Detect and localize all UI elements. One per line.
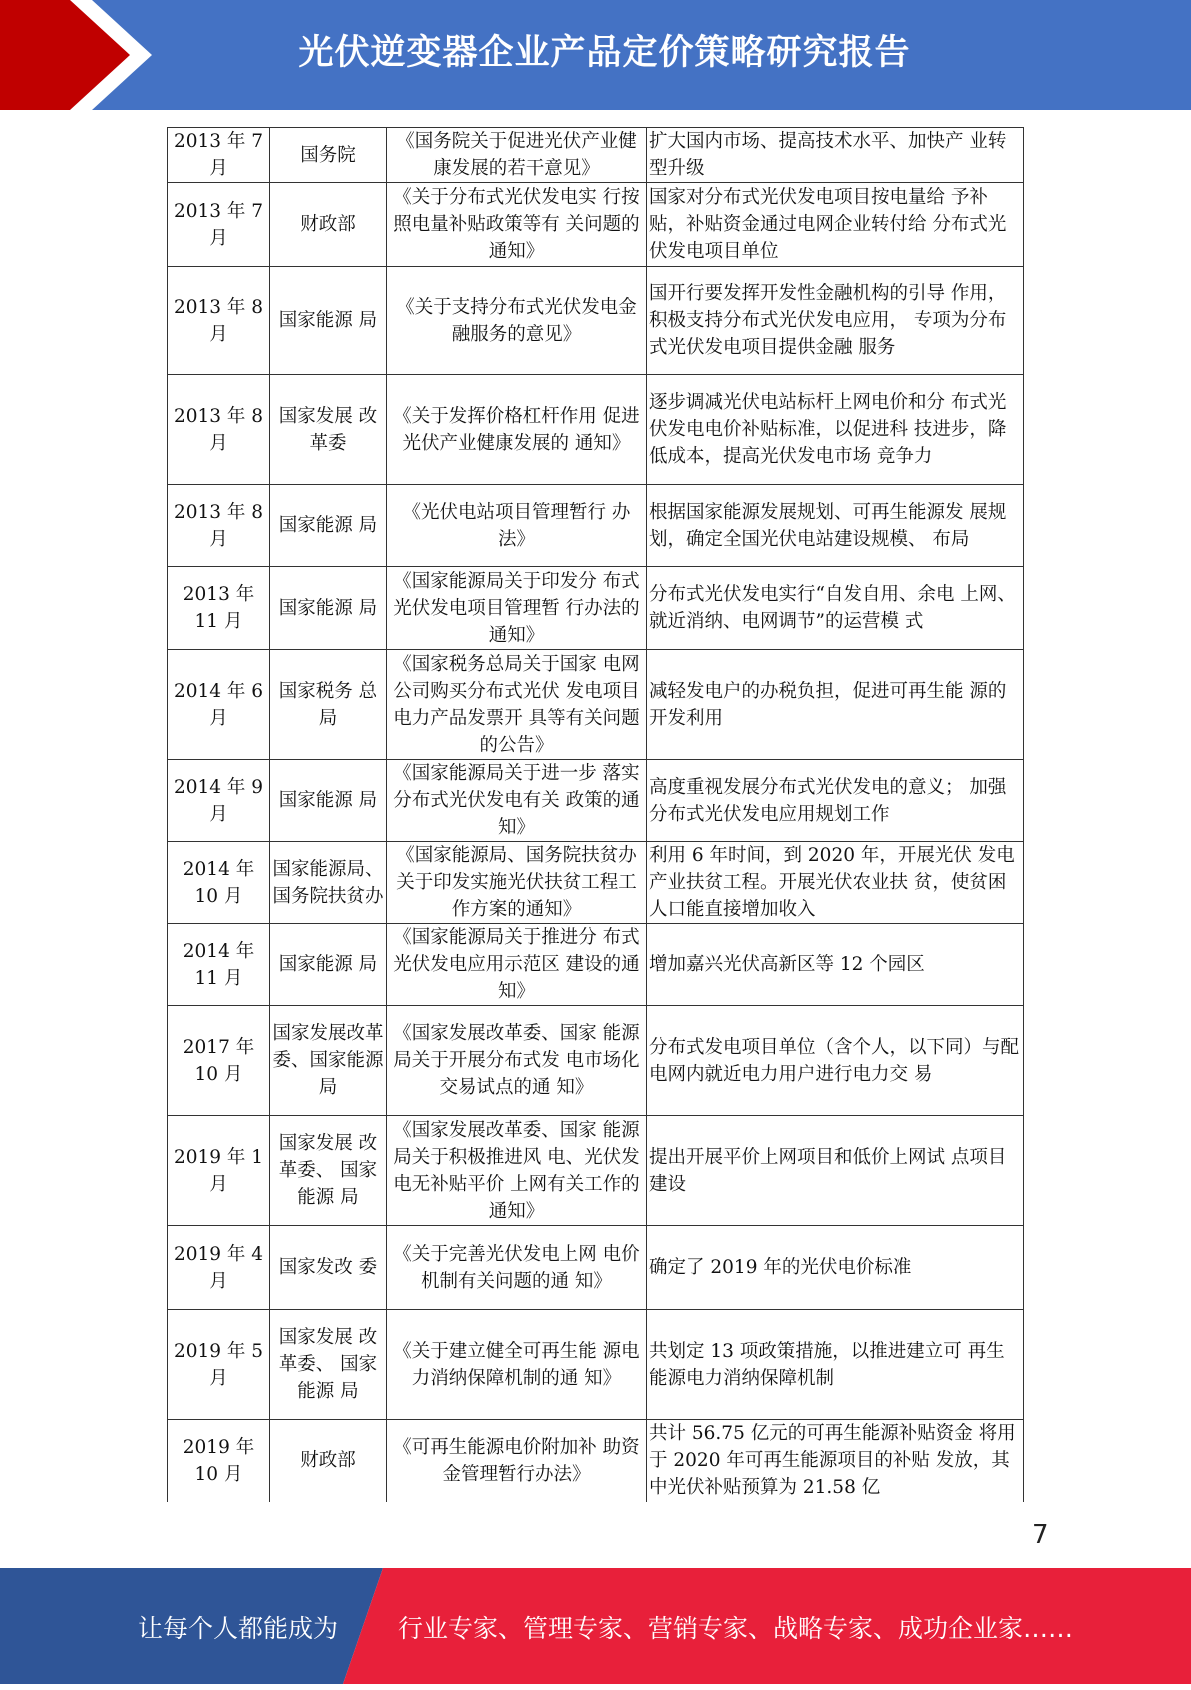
document-cell: 《国家发展改革委、国家 能源局关于积极推进风 电、光伏发电无补贴平价 上网有关工作的通知》	[387, 1116, 647, 1226]
description-cell: 分布式发电项目单位（含个人，以下同）与配电网内就近电力用户进行电力交 易	[647, 1006, 1024, 1116]
date-cell: 2019 年 4 月	[168, 1226, 270, 1310]
description-cell: 提出开展平价上网项目和低价上网试 点项目建设	[647, 1116, 1024, 1226]
description-cell: 共划定 13 项政策措施，以推进建立可 再生能源电力消纳保障机制	[647, 1310, 1024, 1420]
date-cell: 2019 年 10 月	[168, 1420, 270, 1502]
description-cell: 国家对分布式光伏发电项目按电量给 予补贴，补贴资金通过电网企业转付给 分布式光伏发电项目单位	[647, 183, 1024, 267]
date-cell: 2014 年 9 月	[168, 760, 270, 842]
org-cell: 国家发改 委	[270, 1226, 387, 1310]
description-cell: 根据国家能源发展规划、可再生能源发 展规划，确定全国光伏电站建设规模、 布局	[647, 485, 1024, 567]
date-cell: 2013 年 11 月	[168, 567, 270, 650]
date-cell: 2013 年 8 月	[168, 375, 270, 485]
document-cell: 《光伏电站项目管理暂行 办法》	[387, 485, 647, 567]
date-cell: 2017 年 10 月	[168, 1006, 270, 1116]
org-cell: 国家发展 改革委、 国家能源 局	[270, 1116, 387, 1226]
table-row	[168, 842, 1024, 924]
table-row	[168, 760, 1024, 842]
page-footer	[0, 1568, 1191, 1684]
description-cell: 国开行要发挥开发性金融机构的引导 作用，积极支持分布式光伏发电应用， 专项为分布式光伏发电项目提供金融 服务	[647, 267, 1024, 375]
description-cell: 逐步调减光伏电站标杆上网电价和分 布式光伏发电电价补贴标准，以促进科 技进步，降低成本，提高光伏发电市场 竞争力	[647, 375, 1024, 485]
page-header	[0, 0, 1191, 110]
table-row	[168, 267, 1024, 375]
description-cell: 确定了 2019 年的光伏电价标准	[647, 1226, 1024, 1310]
document-cell: 《关于完善光伏发电上网 电价机制有关问题的通 知》	[387, 1226, 647, 1310]
date-cell: 2013 年 7 月	[168, 128, 270, 183]
description-cell: 共计 56.75 亿元的可再生能源补贴资金 将用于 2020 年可再生能源项目的补贴 发放，其中光伏补贴预算为 21.58 亿	[647, 1420, 1024, 1502]
org-cell: 财政部	[270, 1420, 387, 1502]
document-cell: 《可再生能源电价附加补 助资金管理暂行办法》	[387, 1420, 647, 1502]
org-cell: 财政部	[270, 183, 387, 267]
description-cell: 扩大国内市场、提高技术水平、加快产 业转型升级	[647, 128, 1024, 183]
table-row	[168, 128, 1024, 183]
table-row	[168, 1116, 1024, 1226]
table-row	[168, 1310, 1024, 1420]
date-cell: 2019 年 5 月	[168, 1310, 270, 1420]
org-cell: 国家税务 总局	[270, 650, 387, 760]
document-cell: 《国家能源局关于印发分 布式光伏发电项目管理暂 行办法的通知》	[387, 567, 647, 650]
org-cell: 国家发展 改革委	[270, 375, 387, 485]
description-cell: 减轻发电户的办税负担，促进可再生能 源的开发利用	[647, 650, 1024, 760]
table-row	[168, 650, 1024, 760]
table-row	[168, 1006, 1024, 1116]
table-row	[168, 485, 1024, 567]
description-cell: 利用 6 年时间，到 2020 年，开展光伏 发电产业扶贫工程。开展光伏农业扶 贫，使贫困人口能直接增加收入	[647, 842, 1024, 924]
footer-slogan-right: 行业专家、管理专家、营销专家、战略专家、成功企业家……	[398, 1614, 1074, 1643]
description-cell: 增加嘉兴光伏高新区等 12 个园区	[647, 924, 1024, 1006]
org-cell: 国家能源 局	[270, 267, 387, 375]
org-cell: 国家发展改革委、国家能源局	[270, 1006, 387, 1116]
document-cell: 《关于建立健全可再生能 源电力消纳保障机制的通 知》	[387, 1310, 647, 1420]
org-cell: 国家能源 局	[270, 760, 387, 842]
footer-slogan-left: 让每个人都能成为	[138, 1614, 339, 1643]
org-cell: 国家发展 改革委、 国家能源 局	[270, 1310, 387, 1420]
document-cell: 《国家能源局关于进一步 落实分布式光伏发电有关 政策的通知》	[387, 760, 647, 842]
org-cell: 国家能源 局	[270, 567, 387, 650]
date-cell: 2019 年 1 月	[168, 1116, 270, 1226]
date-cell: 2013 年 8 月	[168, 267, 270, 375]
table-row	[168, 375, 1024, 485]
table-row	[168, 1420, 1024, 1502]
org-cell: 国务院	[270, 128, 387, 183]
report-title: 光伏逆变器企业产品定价策略研究报告	[298, 33, 911, 73]
date-cell: 2014 年 10 月	[168, 842, 270, 924]
table-row	[168, 567, 1024, 650]
table-row	[168, 183, 1024, 267]
date-cell: 2014 年 11 月	[168, 924, 270, 1006]
description-cell: 分布式光伏发电实行“自发自用、余电 上网、就近消纳、电网调节”的运营模 式	[647, 567, 1024, 650]
org-cell: 国家能源 局	[270, 485, 387, 567]
table-row	[168, 1226, 1024, 1310]
document-cell: 《国家发展改革委、国家 能源局关于开展分布式发 电市场化交易试点的通 知》	[387, 1006, 647, 1116]
org-cell: 国家能源 局	[270, 924, 387, 1006]
document-cell: 《国家能源局、国务院扶贫办关于印发实施光伏扶贫工程工作方案的通知》	[387, 842, 647, 924]
document-cell: 《关于发挥价格杠杆作用 促进光伏产业健康发展的 通知》	[387, 375, 647, 485]
document-cell: 《关于支持分布式光伏发电金融服务的意见》	[387, 267, 647, 375]
document-cell: 《国家能源局关于推进分 布式光伏发电应用示范区 建设的通知》	[387, 924, 647, 1006]
date-cell: 2013 年 8 月	[168, 485, 270, 567]
document-cell: 《国务院关于促进光伏产业健康发展的若干意见》	[387, 128, 647, 183]
date-cell: 2013 年 7 月	[168, 183, 270, 267]
page-number: 7	[1032, 1520, 1049, 1550]
document-cell: 《关于分布式光伏发电实 行按照电量补贴政策等有 关问题的通知》	[387, 183, 647, 267]
description-cell: 高度重视发展分布式光伏发电的意义； 加强分布式光伏发电应用规划工作	[647, 760, 1024, 842]
date-cell: 2014 年 6 月	[168, 650, 270, 760]
document-cell: 《国家税务总局关于国家 电网公司购买分布式光伏 发电项目电力产品发票开 具等有关问题的公告》	[387, 650, 647, 760]
policy-table	[167, 127, 1024, 1502]
table-row	[168, 924, 1024, 1006]
org-cell: 国家能源局、国务院扶贫办	[270, 842, 387, 924]
